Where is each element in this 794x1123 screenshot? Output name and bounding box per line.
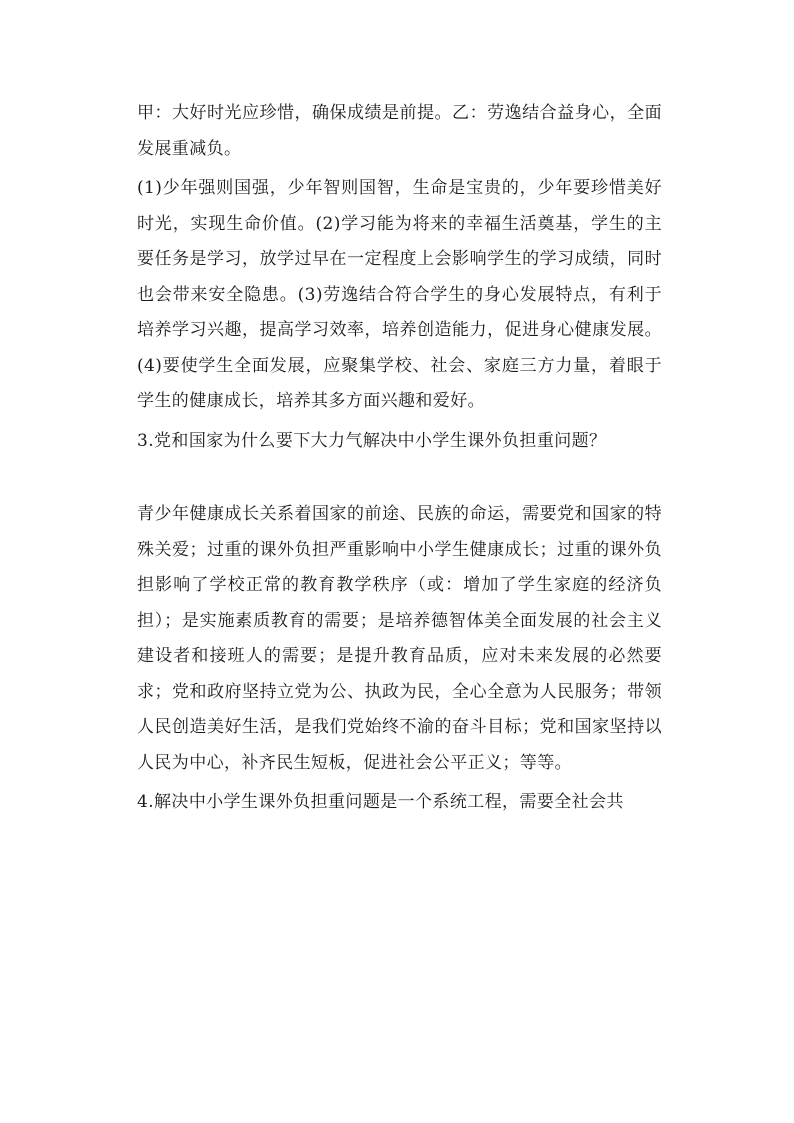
answer-3-paragraph: 青少年健康成长关系着国家的前途、民族的命运，需要党和国家的特殊关爱；过重的课外负担严重影响中小学生健康成长；过重的课外负担影响了学校正常的教育教学秩序（或：增加了学生家庭的经济负担）；是实施素质教育的需要；是培养德智体美全面发展的社会主义建设者和接班人的需要；是提升教育品质，应对未来发展的必然要求；党和政府坚持立党为公、执政为民，全心全意为人民服务；带领人民创造美好生活，是我们党始终不渝的奋斗目标；党和国家坚持以人民为中心，补齐民生短板，促进社会公平正义；等等。: [137, 504, 662, 773]
answer-paragraph: (1)少年强则国强，少年智则国智，生命是宝贵的，少年要珍惜美好时光，实现生命价值。(2)学习能为将来的幸福生活奠基，学生的主要任务是学习，放学过早在一定程度上会影响学生的学习成绩，同时也会带来安全隐患。(3)劳逸结合符合学生的身心发展特点，有利于培养学习兴趣，提高学习效率，培养创造能力，促进身心健康发展。(4)要使学生全面发展，应聚集学校、社会、家庭三方力量，着眼于学生的健康成长，培养其多方面兴趣和爱好。: [137, 178, 662, 411]
intro-paragraph: 甲：大好时光应珍惜，确保成绩是前提。乙：劳逸结合益身心，全面发展重减负。: [137, 103, 662, 159]
question-3: 3.党和国家为什么要下大力气解决中小学生课外负担重问题？: [137, 430, 607, 451]
document-body: [137, 96, 662, 825]
question-4: 4.解决中小学生课外负担重问题是一个系统工程，需要全社会共: [137, 792, 624, 812]
blank-space: [137, 463, 662, 497]
